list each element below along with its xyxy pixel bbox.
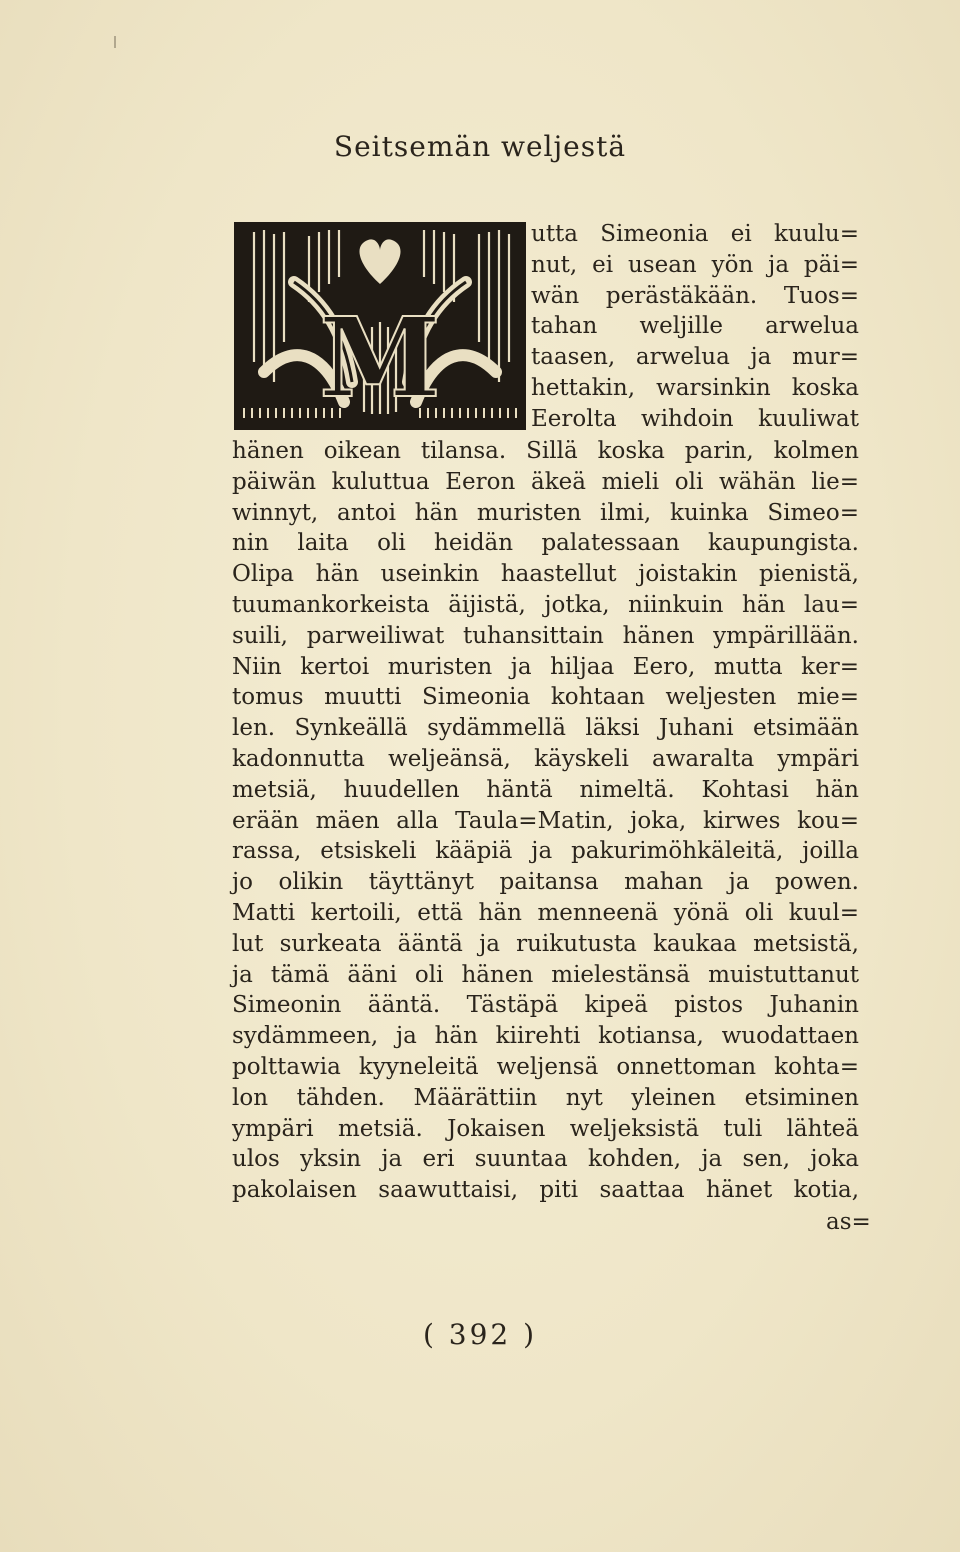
running-head: Seitsemän weljestä <box>333 130 627 163</box>
text-line: Niin kertoi muristen ja hiljaa Eero, mutta ker= <box>232 653 859 680</box>
text-line: kadonnutta weljeänsä, käyskeli awaralta ympäri <box>232 746 859 772</box>
text-line: pakolaisen saawuttaisi, piti saattaa hänet kotia, <box>232 1177 859 1204</box>
text-line: ympäri metsiä. Jokaisen weljeksistä tuli lähteä <box>232 1115 859 1142</box>
scan-mark <box>114 36 116 48</box>
text-line: taasen, arwelua ja mur= <box>531 344 859 371</box>
text-line: ja tämä ääni oli hänen mielestänsä muistuttanut <box>232 961 859 988</box>
text-line: tuumankorkeista äijistä, jotka, niinkuin hän lau= <box>232 592 859 618</box>
woodcut-drop-cap <box>234 222 526 430</box>
text-line: rassa, etsiskeli kääpiä ja pakurimöhkäleitä, joilla <box>232 838 859 865</box>
text-line: wän perästäkään. Tuos= <box>531 282 859 309</box>
text-line: Simeonin ääntä. Tästäpä kipeä pistos Juhanin <box>232 992 859 1019</box>
text-line: polttawia kyyneleitä weljensä onnettoman kohta= <box>232 1054 859 1080</box>
text-line: tahan weljille arwelua <box>531 313 859 340</box>
text-line: lut surkeata ääntä ja ruikutusta kaukaa metsistä, <box>232 930 859 957</box>
text-line: hettakin, warsinkin koska <box>531 375 859 401</box>
drop-cap-letter: M <box>319 293 441 422</box>
text-line: winnyt, antoi hän muristen ilmi, kuinka Simeo= <box>232 499 859 526</box>
text-line: lon tähden. Määrättiin nyt yleinen etsiminen <box>232 1084 859 1111</box>
text-line: jo olikin täyttänyt paitansa mahan ja powen. <box>232 869 859 896</box>
text-line: nin laita oli heidän palatessaan kaupungista. <box>232 530 859 557</box>
text-line: Matti kertoili, että hän menneenä yönä oli kuul= <box>232 900 859 926</box>
text-line: suili, parweiliwat tuhansittain hänen ympärillään. <box>232 622 859 649</box>
page-number: ( 392 ) <box>422 1318 538 1351</box>
text-line: erään mäen alla Taula=Matin, joka, kirwes kou= <box>232 807 859 834</box>
text-line: utta Simeonia ei kuulu= <box>531 221 859 247</box>
text-line: sydämmeen, ja hän kiirehti kotiansa, wuodattaen <box>232 1023 859 1050</box>
text-line: Eerolta wihdoin kuuliwat <box>531 405 859 432</box>
text-line: nut, ei usean yön ja päi= <box>531 251 859 278</box>
text-line: Olipa hän useinkin haastellut joistakin pienistä, <box>232 561 859 588</box>
catchword: as= <box>826 1209 871 1235</box>
text-line: metsiä, huudellen häntä nimeltä. Kohtasi hän <box>232 776 859 803</box>
text-line: hänen oikean tilansa. Sillä koska parin, kolmen <box>232 438 859 464</box>
text-line: tomus muutti Simeonia kohtaan weljesten mie= <box>232 684 859 711</box>
text-line: len. Synkeällä sydämmellä läksi Juhani etsimään <box>232 715 859 742</box>
text-line: päiwän kuluttua Eeron äkeä mieli oli wähän lie= <box>232 468 859 495</box>
text-line: ulos yksin ja eri suuntaa kohden, ja sen, joka <box>232 1146 859 1173</box>
